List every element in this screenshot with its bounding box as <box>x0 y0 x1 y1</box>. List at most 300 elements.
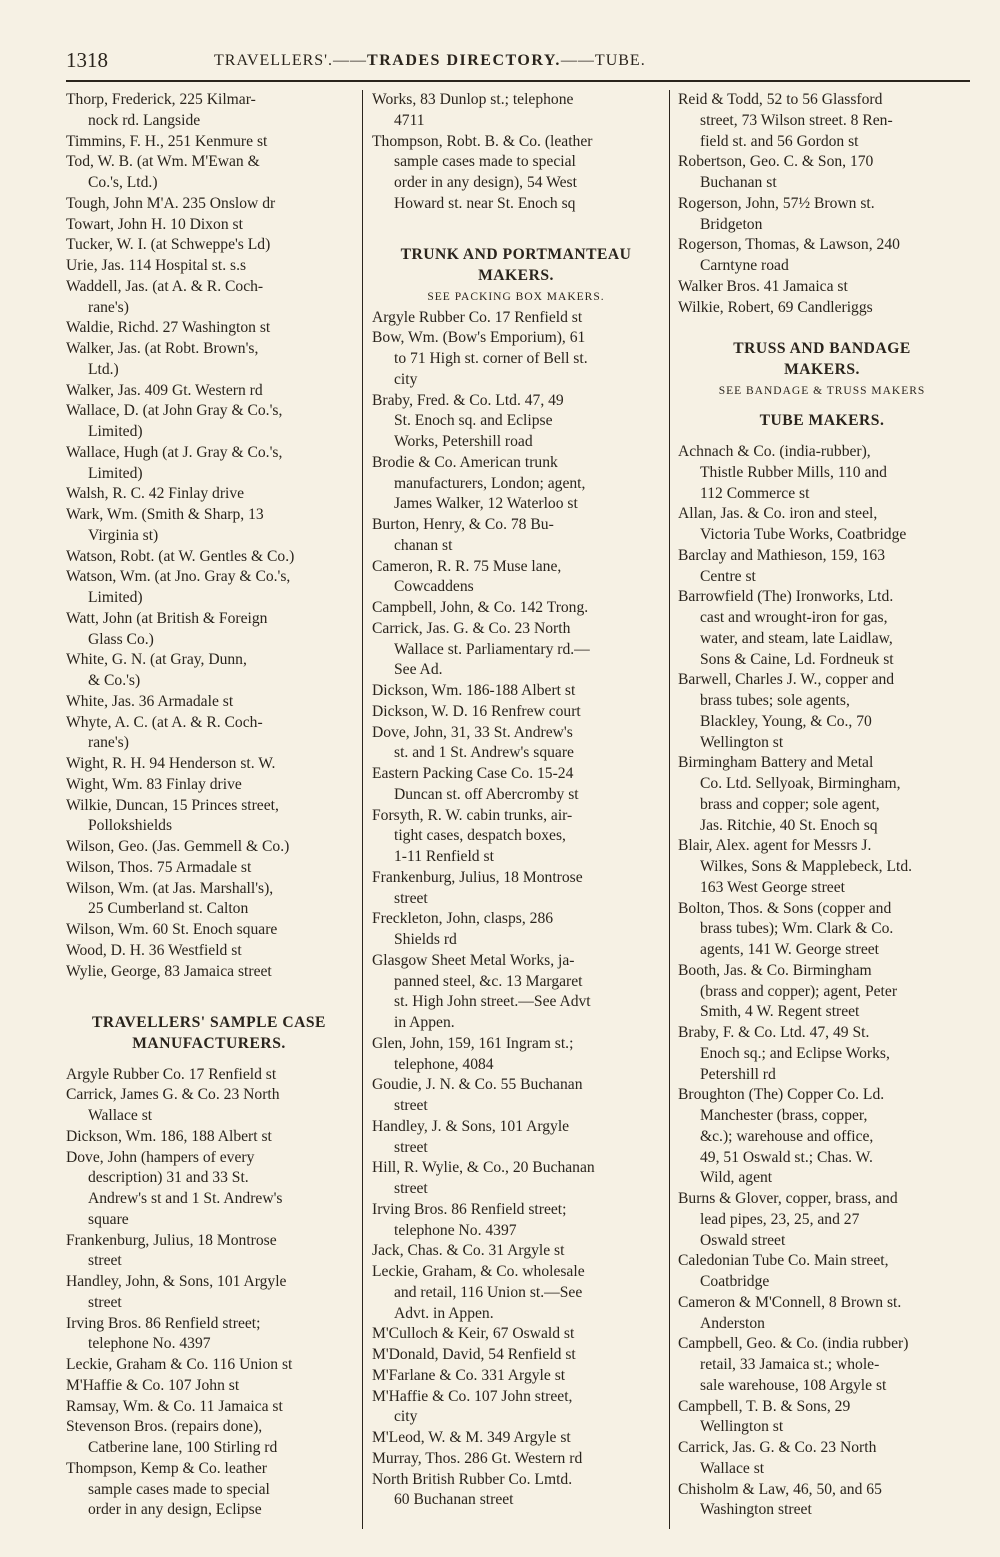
directory-entry <box>66 443 352 485</box>
entry-line: Frankenburg, Julius, 18 Montrose <box>66 1231 277 1249</box>
running-head: TRAVELLERS'.——TRADES DIRECTORY.——TUBE. <box>214 52 646 69</box>
directory-entry <box>66 1355 352 1376</box>
entry-line: Watson, Wm. (at Jno. Gray & Co.'s, <box>66 568 291 586</box>
entry-line: manufacturers, London; agent, <box>394 474 586 492</box>
entry-line: Washington street <box>700 1501 812 1519</box>
directory-entry <box>678 194 966 236</box>
entry-line: order in any design, Eclipse <box>88 1501 262 1519</box>
directory-entry <box>678 1438 966 1480</box>
entry-line: lead pipes, 23, 25, and 27 <box>700 1210 860 1228</box>
entry-line: Campbell, John, & Co. 142 Trong. <box>372 599 589 616</box>
entry-line: 163 West George street <box>700 878 845 896</box>
entry-line: Wallace st <box>88 1107 153 1124</box>
entry-line: city <box>394 370 418 388</box>
directory-entry <box>66 318 352 339</box>
entry-line: (brass and copper); agent, Peter <box>700 982 898 1000</box>
entry-line: 49, 51 Oswald st.; Chas. W. <box>700 1148 873 1166</box>
entry-line: Eastern Packing Case Co. 15-24 <box>372 765 574 782</box>
directory-entry <box>372 515 660 557</box>
directory-entry <box>372 1366 660 1387</box>
directory-entry <box>66 339 352 381</box>
entry-line: Whyte, A. C. (at A. & R. Coch- <box>66 713 263 731</box>
entry-line: Limited) <box>88 423 143 440</box>
entry-line: Glen, John, 159, 161 Ingram st.; <box>372 1034 574 1052</box>
directory-entry <box>66 547 352 568</box>
entry-line: M'Haffie & Co. 107 John street, <box>372 1387 573 1405</box>
entry-line: Thorp, Frederick, 225 Kilmar- <box>66 91 256 108</box>
directory-entry <box>678 504 966 546</box>
directory-entry <box>66 962 352 983</box>
entry-line: Walker, Jas. 409 Gt. Western rd <box>66 381 263 399</box>
directory-entry <box>372 1117 660 1159</box>
entry-line: Wallace st. Parliamentary rd.— <box>394 640 590 658</box>
directory-entry <box>66 692 352 713</box>
entry-line: Manchester (brass, copper, <box>700 1107 868 1124</box>
directory-entry <box>66 381 352 402</box>
entry-line: Freckleton, John, clasps, 286 <box>372 910 554 928</box>
heading-line: MANUFACTURERS. <box>132 1034 286 1052</box>
directory-entry <box>372 951 660 1034</box>
entry-line: Barclay and Mathieson, 159, 163 <box>678 546 886 564</box>
entry-line: street <box>394 1138 428 1156</box>
directory-entry <box>372 1470 660 1512</box>
entry-line: Cowcaddens <box>394 578 474 596</box>
entry-line: Blair, Alex. agent for Messrs J. <box>678 837 872 855</box>
entry-line: Smith, 4 W. Regent street <box>700 1003 860 1021</box>
entry-line: agents, 141 W. George street <box>700 941 879 958</box>
entry-line: Watt, John (at British & Foreign <box>66 609 268 627</box>
directory-entry <box>372 681 660 702</box>
entry-line: White, Jas. 36 Armadale st <box>66 692 234 710</box>
entry-line: Ltd.) <box>88 360 119 378</box>
directory-entry <box>66 920 352 941</box>
entries-sample-case <box>66 1065 352 1522</box>
entry-line: Limited) <box>88 464 143 482</box>
directory-entry <box>678 670 966 753</box>
directory-entry <box>66 754 352 775</box>
entry-line: sale warehouse, 108 Argyle st <box>700 1376 887 1394</box>
entry-line: Bolton, Thos. & Sons (copper and <box>678 899 892 917</box>
entry-line: Wilson, Wm. 60 St. Enoch square <box>66 921 278 938</box>
entry-line: Watson, Robt. (at W. Gentles & Co.) <box>66 547 295 565</box>
entry-line: Carrick, Jas. G. & Co. 23 North <box>678 1439 877 1456</box>
directory-entry <box>66 1376 352 1397</box>
entry-line: Wilson, Wm. (at Jas. Marshall's), <box>66 879 274 897</box>
entry-line: Wallace, Hugh (at J. Gray & Co.'s, <box>66 443 283 461</box>
entry-line: Wilson, Thos. 75 Armadale st <box>66 858 252 876</box>
entry-line: Thistle Rubber Mills, 110 and <box>700 463 887 481</box>
entry-line: Jas. Ritchie, 40 St. Enoch sq <box>700 816 878 834</box>
entry-line: & Co.'s) <box>88 672 141 689</box>
entry-line: telephone, 4084 <box>394 1055 494 1073</box>
directory-entry <box>66 858 352 879</box>
entry-line: street <box>88 1252 122 1270</box>
directory-entry <box>678 1397 966 1439</box>
entries-tube-makers <box>678 442 966 1521</box>
entry-line: street <box>394 889 428 907</box>
column-3 <box>678 90 966 1521</box>
directory-entry <box>66 1314 352 1356</box>
entry-line: Catberine lane, 100 Stirling rd <box>88 1439 278 1456</box>
entry-line: Wellington st <box>700 1418 784 1436</box>
directory-entry <box>66 1417 352 1459</box>
entry-line: Buchanan st <box>700 174 777 191</box>
directory-entry <box>66 567 352 609</box>
heading-line: MAKERS. <box>478 267 554 284</box>
entry-line: Caledonian Tube Co. Main street, <box>678 1252 889 1270</box>
directory-entry <box>66 401 352 443</box>
entry-line: Campbell, T. B. & Sons, 29 <box>678 1397 851 1415</box>
directory-entry <box>678 442 966 504</box>
entry-line: Glass Co.) <box>88 630 154 648</box>
entry-line: James Walker, 12 Waterloo st <box>394 495 578 513</box>
entry-line: Wilkie, Duncan, 15 Princes street, <box>66 796 279 814</box>
entry-line: Campbell, Geo. & Co. (india rubber) <box>678 1335 909 1353</box>
entry-line: Leckie, Graham, & Co. wholesale <box>372 1263 585 1280</box>
directory-entry <box>372 1428 660 1449</box>
entry-line: and retail, 116 Union st.—See <box>394 1283 583 1301</box>
entry-line: field st. and 56 Gordon st <box>700 132 859 150</box>
entry-line: M'Haffie & Co. 107 John st <box>66 1376 240 1394</box>
entry-line: Duncan st. off Abercromby st <box>394 785 579 803</box>
directory-entry <box>678 298 966 319</box>
entry-line: M'Farlane & Co. 331 Argyle st <box>372 1366 566 1384</box>
entry-line: Wood, D. H. 36 Westfield st <box>66 941 242 959</box>
entry-line: Works, Petershill road <box>394 433 533 450</box>
directory-entry <box>66 796 352 838</box>
entry-line: Forsyth, R. W. cabin trunks, air- <box>372 806 573 824</box>
entry-line: Carntyne road <box>700 257 789 274</box>
directory-entry <box>678 753 966 836</box>
column-rule-2 <box>669 90 670 1529</box>
entry-line: Wellington st <box>700 733 784 751</box>
entry-line: Shields rd <box>394 931 457 948</box>
entry-line: Barwell, Charles J. W., copper and <box>678 671 895 689</box>
entry-line: Wylie, George, 83 Jamaica street <box>66 962 272 980</box>
directory-entry <box>372 1449 660 1470</box>
entry-line: Waldie, Richd. 27 Washington st <box>66 319 271 337</box>
directory-entry <box>372 868 660 910</box>
entry-line: Burton, Henry, & Co. 78 Bu- <box>372 516 554 533</box>
entry-line: 60 Buchanan street <box>394 1491 514 1509</box>
entry-line: Bow, Wm. (Bow's Emporium), 61 <box>372 329 586 347</box>
directory-entry <box>66 1148 352 1231</box>
entry-line: M'Leod, W. & M. 349 Argyle st <box>372 1429 571 1446</box>
directory-entry <box>678 277 966 298</box>
column-2 <box>372 90 660 1511</box>
column-1 <box>66 90 352 1521</box>
entry-line: Carrick, Jas. G. & Co. 23 North <box>372 619 571 637</box>
entry-line: Dickson, Wm. 186-188 Albert st <box>372 682 576 699</box>
entry-line: Reid & Todd, 52 to 56 Glassford <box>678 91 883 108</box>
directory-entry <box>66 713 352 755</box>
entry-line: Wight, R. H. 94 Henderson st. W. <box>66 755 276 772</box>
entry-line: Dickson, Wm. 186, 188 Albert st <box>66 1127 272 1145</box>
entry-line: Wight, Wm. 83 Finlay drive <box>66 775 242 793</box>
entry-line: 112 Commerce st <box>700 484 810 502</box>
entry-line: Achnach & Co. (india-rubber), <box>678 443 871 460</box>
entry-line: Co. Ltd. Sellyoak, Birmingham, <box>700 775 901 792</box>
directory-entry <box>66 277 352 319</box>
entry-line: st. and 1 St. Andrew's square <box>394 744 574 762</box>
directory-entry <box>372 90 660 132</box>
entry-line: brass tubes); Wm. Clark & Co. <box>700 920 894 938</box>
entry-line: Glasgow Sheet Metal Works, ja- <box>372 951 575 969</box>
directory-entry <box>372 132 660 215</box>
heading-trunk-makers <box>372 245 660 287</box>
entry-line: description) 31 and 33 St. <box>88 1169 249 1187</box>
entry-line: Anderston <box>700 1314 765 1332</box>
entries-trunk-makers <box>372 308 660 1512</box>
running-head-left: TRAVELLERS'. <box>214 52 334 69</box>
column-rule-1 <box>362 90 363 1529</box>
entry-line: Urie, Jas. 114 Hospital st. s.s <box>66 257 247 274</box>
entry-line: Allan, Jas. & Co. iron and steel, <box>678 505 878 523</box>
directory-entry <box>66 837 352 858</box>
page-number: 1318 <box>66 48 108 72</box>
entry-line: Stevenson Bros. (repairs done), <box>66 1418 263 1436</box>
entry-line: Works, 83 Dunlop st.; telephone <box>372 91 574 108</box>
entry-line: Hill, R. Wylie, & Co., 20 Buchanan <box>372 1159 595 1177</box>
entry-line: sample cases made to special <box>88 1480 270 1498</box>
entry-line: Braby, Fred. & Co. Ltd. 47, 49 <box>372 391 564 409</box>
directory-entry <box>372 308 660 329</box>
directory-entry <box>372 1387 660 1429</box>
entry-line: See Ad. <box>394 661 443 679</box>
page-header <box>66 44 970 82</box>
directory-entry <box>66 1459 352 1521</box>
entry-line: Wilkes, Sons & Mapplebeck, Ltd. <box>700 858 913 875</box>
directory-entry <box>372 598 660 619</box>
entry-line: street, 73 Wilson street. 8 Ren- <box>700 111 893 129</box>
entry-line: Walker, Jas. (at Robt. Brown's, <box>66 340 259 357</box>
entry-line: Booth, Jas. & Co. Birmingham <box>678 961 872 979</box>
directory-entry <box>372 1200 660 1242</box>
directory-entry <box>372 1075 660 1117</box>
entry-line: sample cases made to special <box>394 153 576 171</box>
directory-entry <box>372 1324 660 1345</box>
entry-line: 25 Cumberland st. Calton <box>88 900 249 918</box>
entries-continued <box>372 90 660 215</box>
heading-line: TRUSS AND BANDAGE <box>733 340 911 357</box>
running-head-right: TUBE. <box>594 52 646 69</box>
entry-line: retail, 33 Jamaica st.; whole- <box>700 1356 880 1373</box>
entry-line: Irving Bros. 86 Renfield street; <box>372 1200 567 1218</box>
entry-line: Ramsay, Wm. & Co. 11 Jamaica st <box>66 1397 283 1415</box>
entry-line: Co.'s, Ltd.) <box>88 174 158 191</box>
entry-line: Handley, John, & Sons, 101 Argyle <box>66 1273 287 1290</box>
entry-line: brass and copper; sole agent, <box>700 795 880 813</box>
entry-line: Robertson, Geo. C. & Son, 170 <box>678 153 874 171</box>
directory-entry <box>66 1127 352 1148</box>
directory-entry <box>678 1085 966 1189</box>
entry-line: Wallace, D. (at John Gray & Co.'s, <box>66 402 283 420</box>
directory-entry <box>678 1334 966 1396</box>
directory-entry <box>66 235 352 256</box>
entry-line: Towart, John H. 10 Dixon st <box>66 215 243 233</box>
directory-entry <box>678 1251 966 1293</box>
directory-entry <box>66 650 352 692</box>
heading-truss-makers <box>678 339 966 381</box>
directory-entry <box>372 328 660 390</box>
directory-entry <box>66 1231 352 1273</box>
directory-entry <box>678 1189 966 1251</box>
entry-line: water, and steam, late Laidlaw, <box>700 629 893 647</box>
entry-line: Chisholm & Law, 46, 50, and 65 <box>678 1480 882 1498</box>
entry-line: St. Enoch sq. and Eclipse <box>394 412 553 430</box>
entry-line: rane's) <box>88 298 129 316</box>
entry-line: Virginia st) <box>88 526 159 544</box>
entry-line: Wild, agent <box>700 1169 773 1187</box>
entry-line: Tod, W. B. (at Wm. M'Ewan & <box>66 153 260 171</box>
entry-line: Howard st. near St. Enoch sq <box>394 194 576 212</box>
entry-line: White, G. N. (at Gray, Dunn, <box>66 651 247 669</box>
entry-line: M'Donald, David, 54 Renfield st <box>372 1346 576 1363</box>
entry-line: North British Rubber Co. Lmtd. <box>372 1470 573 1488</box>
entry-line: &c.); warehouse and office, <box>700 1127 874 1145</box>
entry-line: square <box>88 1210 129 1228</box>
directory-entry <box>372 1241 660 1262</box>
directory-entry <box>372 557 660 599</box>
entry-line: Dickson, W. D. 16 Renfrew court <box>372 702 581 720</box>
entry-line: Wilson, Geo. (Jas. Gemmell & Co.) <box>66 838 290 855</box>
directory-entry <box>66 775 352 796</box>
entry-line: Blackley, Young, & Co., 70 <box>700 712 872 730</box>
entry-line: Rogerson, Thomas, & Lawson, 240 <box>678 236 900 254</box>
directory-entry <box>66 1272 352 1314</box>
directory-entry <box>372 391 660 453</box>
entry-line: Tough, John M'A. 235 Onslow dr <box>66 194 276 212</box>
entry-line: Andrew's st and 1 St. Andrew's <box>88 1190 283 1207</box>
entry-line: telephone No. 4397 <box>88 1335 211 1353</box>
directory-entry <box>372 702 660 723</box>
entry-line: Wilkie, Robert, 69 Candleriggs <box>678 298 873 316</box>
directory-entry <box>66 941 352 962</box>
entry-line: street <box>88 1293 122 1311</box>
entry-line: Limited) <box>88 589 143 606</box>
entry-line: order in any design), 54 West <box>394 174 577 191</box>
directory-entry <box>678 1293 966 1335</box>
entry-line: Coatbridge <box>700 1273 770 1290</box>
entry-line: Murray, Thos. 286 Gt. Western rd <box>372 1449 583 1467</box>
entry-line: nock rd. Langside <box>88 111 201 129</box>
entry-line: Sons & Caine, Ld. Fordneuk st <box>700 650 894 668</box>
directory-entry <box>66 879 352 921</box>
entry-line: Brodie & Co. American trunk <box>372 453 558 471</box>
directory-entry <box>678 152 966 194</box>
heading-travellers-sample-case <box>66 1013 352 1055</box>
directory-entry <box>66 132 352 153</box>
entry-line: Enoch sq.; and Eclipse Works, <box>700 1044 890 1062</box>
directory-entry <box>372 1345 660 1366</box>
directory-entry <box>372 806 660 868</box>
entry-line: chanan st <box>394 536 453 554</box>
entry-line: Centre st <box>700 567 756 585</box>
entry-line: Victoria Tube Works, Coatbridge <box>700 526 907 543</box>
entry-line: Petershill rd <box>700 1065 776 1083</box>
entry-line: Argyle Rubber Co. 17 Renfield st <box>66 1065 277 1083</box>
directory-entry <box>678 836 966 898</box>
entry-line: M'Culloch & Keir, 67 Oswald st <box>372 1325 575 1343</box>
entry-line: Dove, John, 31, 33 St. Andrew's <box>372 723 573 741</box>
entry-line: Argyle Rubber Co. 17 Renfield st <box>372 308 583 326</box>
entry-line: Tucker, W. I. (at Schweppe's Ld) <box>66 236 271 254</box>
entry-line: Jack, Chas. & Co. 31 Argyle st <box>372 1242 565 1260</box>
heading-tube-makers: TUBE MAKERS. <box>759 412 885 430</box>
entry-line: street <box>394 1180 428 1197</box>
directory-entry <box>372 909 660 951</box>
directory-entry <box>372 764 660 806</box>
directory-entry <box>372 1158 660 1200</box>
directory-entry <box>678 587 966 670</box>
directory-entry <box>66 609 352 651</box>
entries-travellers-list <box>66 90 352 982</box>
directory-entry <box>66 505 352 547</box>
see-also-note: SEE PACKING BOX MAKERS. <box>427 290 605 303</box>
entry-line: Wallace st <box>700 1459 765 1477</box>
directory-entry <box>678 899 966 961</box>
entry-line: Frankenburg, Julius, 18 Montrose <box>372 868 583 886</box>
directory-entry <box>678 1023 966 1085</box>
entry-line: Pollokshields <box>88 817 173 835</box>
entry-line: 1-11 Renfield st <box>394 848 494 865</box>
entry-line: Handley, J. & Sons, 101 Argyle <box>372 1117 570 1135</box>
entry-line: Birmingham Battery and Metal <box>678 754 874 772</box>
directory-entry <box>66 484 352 505</box>
entry-line: Wark, Wm. (Smith & Sharp, 13 <box>66 506 264 523</box>
entry-line: street <box>394 1097 428 1114</box>
entry-line: Bridgeton <box>700 215 763 233</box>
entry-line: Walsh, R. C. 42 Finlay drive <box>66 485 245 503</box>
directory-entry <box>66 194 352 215</box>
heading-line: TRUNK AND PORTMANTEAU <box>400 246 632 264</box>
entry-line: Broughton (The) Copper Co. Ld. <box>678 1086 885 1104</box>
see-also-note: SEE BANDAGE & TRUSS MAKERS <box>718 384 926 397</box>
directory-entry <box>678 235 966 277</box>
entries-continued <box>678 90 966 318</box>
entry-line: Goudie, J. N. & Co. 55 Buchanan <box>372 1076 583 1094</box>
entry-line: st. High John street.—See Advt <box>394 993 591 1011</box>
directory-entry <box>66 1397 352 1418</box>
entry-line: Oswald street <box>700 1231 786 1249</box>
entry-line: Thompson, Kemp & Co. leather <box>66 1459 267 1477</box>
entry-line: in Appen. <box>394 1014 455 1031</box>
entry-line: rane's) <box>88 734 129 752</box>
entry-line: Cameron & M'Connell, 8 Brown st. <box>678 1293 902 1311</box>
directory-entry <box>66 256 352 277</box>
directory-entry <box>678 90 966 152</box>
directory-entry <box>66 1065 352 1086</box>
entry-line: brass tubes; sole agents, <box>700 692 850 709</box>
entry-line: Leckie, Graham & Co. 116 Union st <box>66 1356 293 1373</box>
entry-line: city <box>394 1408 418 1426</box>
entry-line: Braby, F. & Co. Ltd. 47, 49 St. <box>678 1024 870 1041</box>
entry-line: Carrick, James G. & Co. 23 North <box>66 1086 280 1104</box>
directory-entry <box>678 961 966 1023</box>
entry-line: Timmins, F. H., 251 Kenmure st <box>66 132 268 150</box>
directory-entry <box>66 215 352 236</box>
heading-line: TRAVELLERS' SAMPLE CASE <box>92 1014 326 1031</box>
directory-entry <box>66 1085 352 1127</box>
directory-entry <box>372 453 660 515</box>
entry-line: Walker Bros. 41 Jamaica st <box>678 277 848 295</box>
entry-line: to 71 High st. corner of Bell st. <box>394 350 588 367</box>
directory-entry <box>678 1480 966 1522</box>
entry-line: Advt. in Appen. <box>394 1304 494 1322</box>
running-head-middle: TRADES DIRECTORY. <box>367 52 561 69</box>
entry-line: Burns & Glover, copper, brass, and <box>678 1190 898 1207</box>
entry-line: Waddell, Jas. (at A. & R. Coch- <box>66 277 264 295</box>
